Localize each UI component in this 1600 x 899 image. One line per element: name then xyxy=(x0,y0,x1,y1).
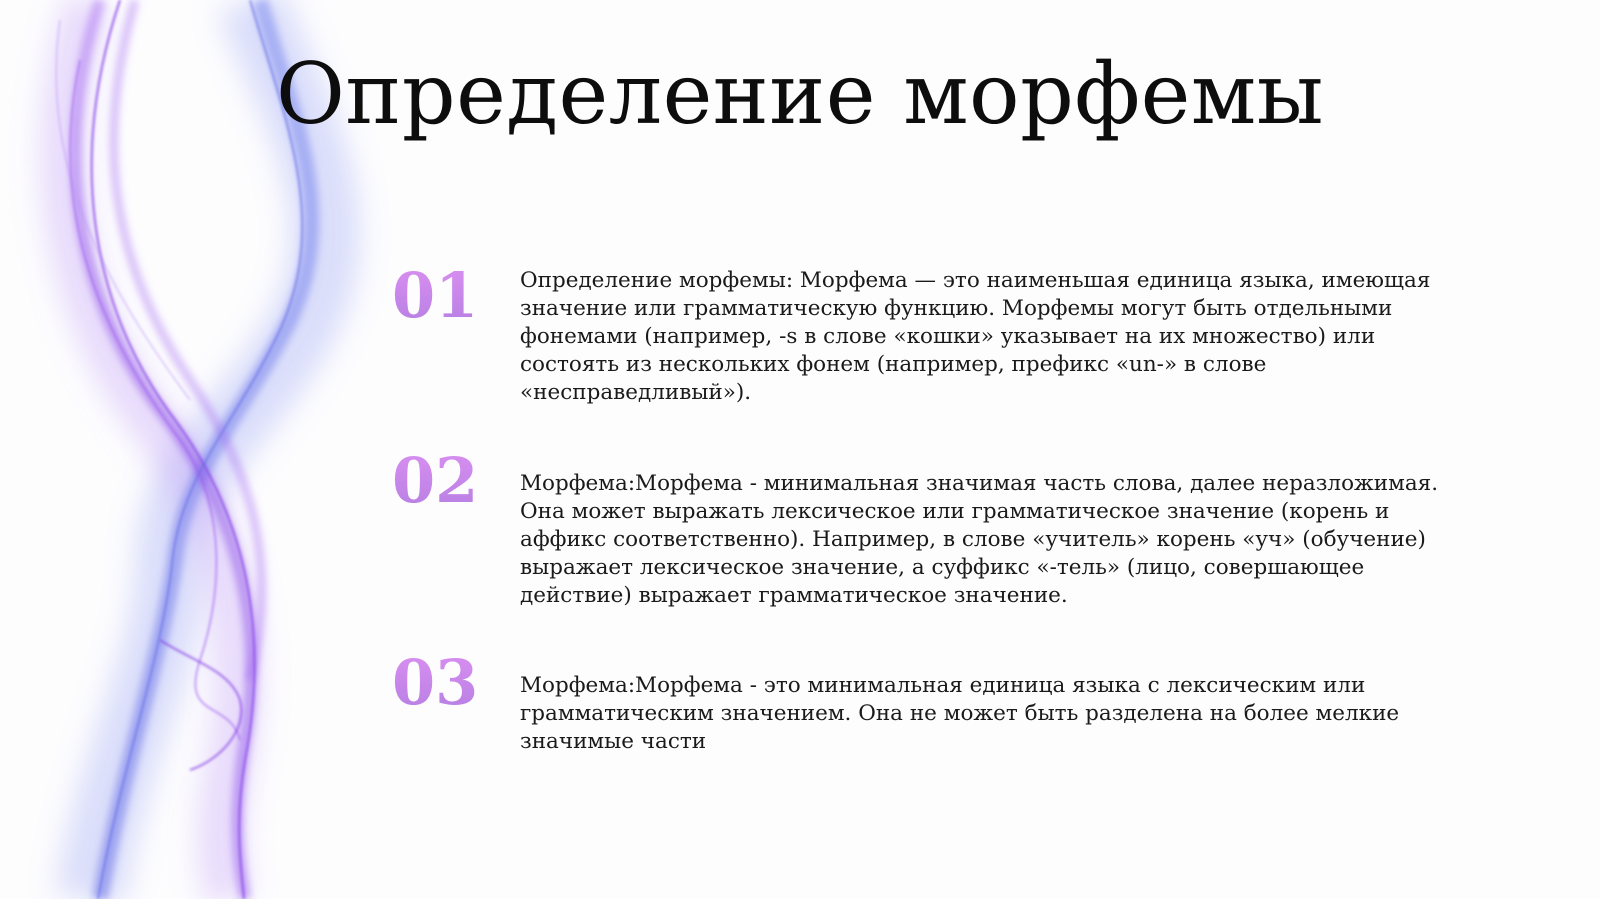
item-number: 03 xyxy=(392,646,479,719)
item-text: Морфема:Морфема - минимальная значимая часть слова, далее неразложимая. Она может выражать лексическое или грамматическое значение (корень и аффикс соответственно). Например, в слове «учитель» корень «уч» (обучение) выражает лексическое значение, а суффикс «-тель» (лицо, совершающее действие) выражает грамматическое значение. xyxy=(520,471,1439,608)
item-number: 02 xyxy=(392,444,479,517)
item-text: Определение морфемы: Морфема — это наименьшая единица языка, имеющая значение или грамматическую функцию. Морфемы могут быть отдельными фонемами (например, -s в слове «кошки» указывает на их множество) или состоять из нескольких фонем (например, префикс «un-» в слове «несправедливый»). xyxy=(520,268,1431,405)
item-number: 01 xyxy=(392,259,479,332)
slide-title: Определение морфемы xyxy=(275,45,1325,143)
item-text: Морфема:Морфема - это минимальная единица языка с лексическим или грамматическим значением. Она не может быть разделена на более мелкие значимые части xyxy=(520,673,1400,754)
